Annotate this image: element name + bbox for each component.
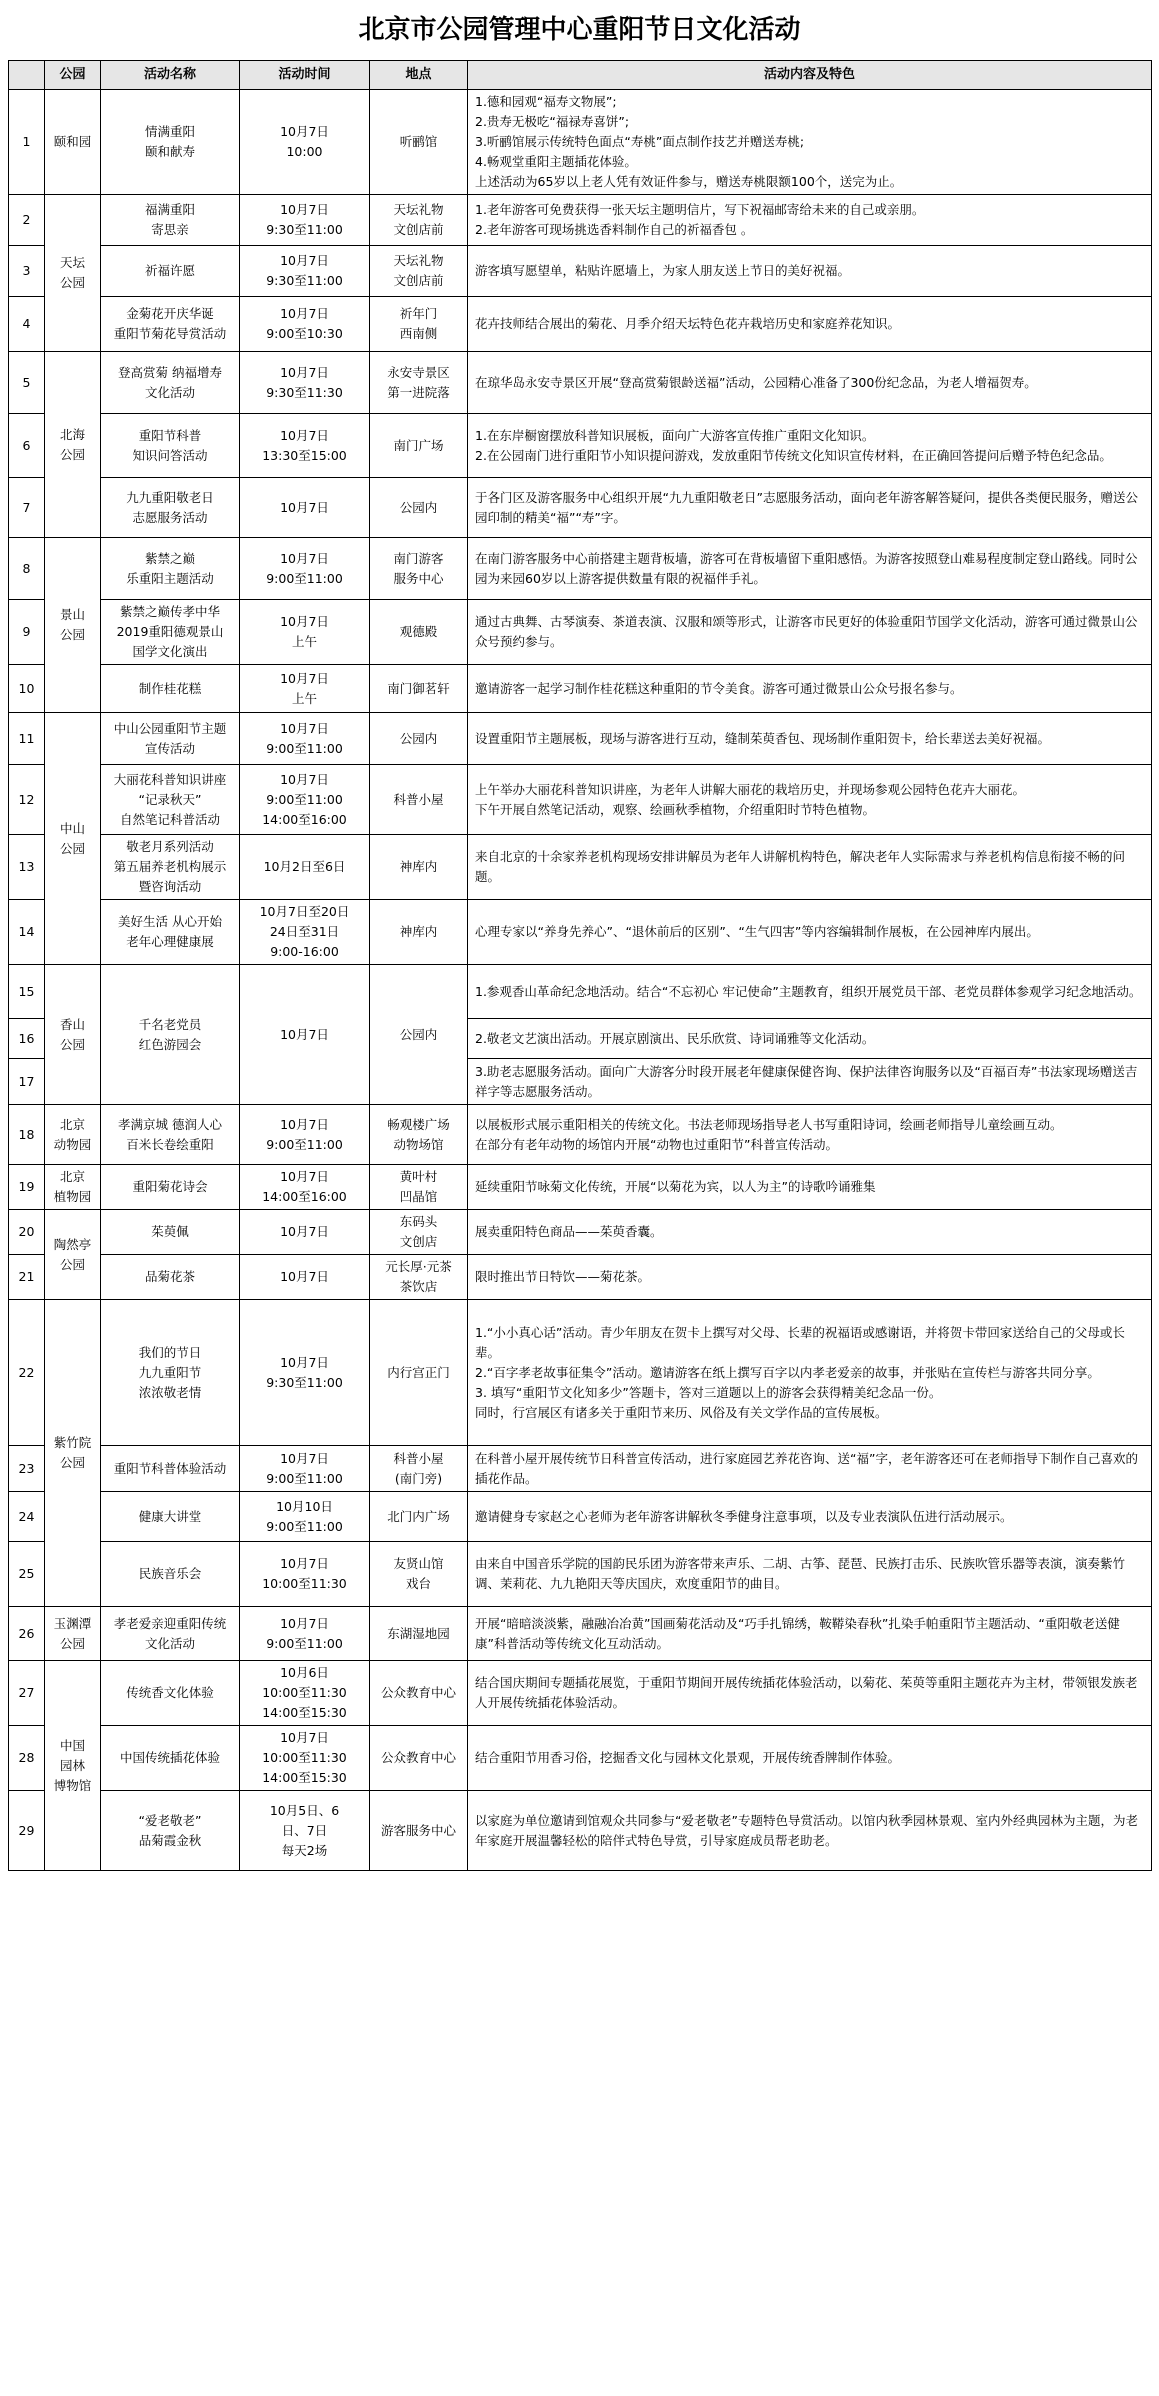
activity-name: 重阳节科普体验活动 bbox=[101, 1446, 240, 1492]
activity-name: 品菊花茶 bbox=[101, 1255, 240, 1300]
activity-content: 限时推出节日特饮——菊花茶。 bbox=[468, 1255, 1152, 1300]
activity-place: 黄叶村 凹晶馆 bbox=[370, 1165, 468, 1210]
table-header-row bbox=[9, 61, 1152, 90]
activity-time: 10月7日 9:00至11:00 bbox=[240, 713, 370, 765]
park-name: 北京 植物园 bbox=[45, 1165, 101, 1210]
table-row bbox=[9, 90, 1152, 195]
row-number: 7 bbox=[9, 478, 45, 538]
table-row bbox=[9, 713, 1152, 765]
activity-content: 游客填写愿望单，粘贴许愿墙上，为家人朋友送上节日的美好祝福。 bbox=[468, 246, 1152, 297]
activity-place: 公园内 bbox=[370, 478, 468, 538]
activity-time: 10月7日 9:30至11:00 bbox=[240, 1300, 370, 1446]
activity-name: 美好生活 从心开始 老年心理健康展 bbox=[101, 900, 240, 965]
activity-place: 公园内 bbox=[370, 965, 468, 1105]
row-number: 17 bbox=[9, 1059, 45, 1105]
row-number: 26 bbox=[9, 1607, 45, 1661]
activity-time: 10月10日 9:00至11:00 bbox=[240, 1492, 370, 1542]
activity-content: 展卖重阳特色商品——茱萸香囊。 bbox=[468, 1210, 1152, 1255]
row-number: 4 bbox=[9, 297, 45, 352]
activity-content: 心理专家以“养身先养心”、“退休前后的区别”、“生气四害”等内容编辑制作展板，在公园神库内展出。 bbox=[468, 900, 1152, 965]
park-name: 陶然亭 公园 bbox=[45, 1210, 101, 1300]
activity-content: 1.参观香山革命纪念地活动。结合“不忘初心 牢记使命”主题教育，组织开展党员干部、老党员群体参观学习纪念地活动。 bbox=[468, 965, 1152, 1019]
table-row bbox=[9, 1791, 1152, 1871]
activity-name: 祈福许愿 bbox=[101, 246, 240, 297]
row-number: 22 bbox=[9, 1300, 45, 1446]
activity-place: 公园内 bbox=[370, 713, 468, 765]
row-number: 25 bbox=[9, 1542, 45, 1607]
activity-content: 在科普小屋开展传统节日科普宣传活动，进行家庭园艺养花咨询、送“福”字，老年游客还可在老师指导下制作自己喜欢的插花作品。 bbox=[468, 1446, 1152, 1492]
table-row bbox=[9, 600, 1152, 665]
activity-time: 10月7日 9:00至10:30 bbox=[240, 297, 370, 352]
activity-name: 大丽花科普知识讲座 “记录秋天” 自然笔记科普活动 bbox=[101, 765, 240, 835]
table-row bbox=[9, 765, 1152, 835]
row-number: 15 bbox=[9, 965, 45, 1019]
activity-name: 中山公园重阳节主题 宣传活动 bbox=[101, 713, 240, 765]
activity-time: 10月7日 9:00至11:00 bbox=[240, 1105, 370, 1165]
activity-time: 10月7日 14:00至16:00 bbox=[240, 1165, 370, 1210]
table-row bbox=[9, 538, 1152, 600]
activity-name: 千名老党员 红色游园会 bbox=[101, 965, 240, 1105]
activity-place: 游客服务中心 bbox=[370, 1791, 468, 1871]
row-number: 28 bbox=[9, 1726, 45, 1791]
activity-place: 南门游客 服务中心 bbox=[370, 538, 468, 600]
activity-time: 10月7日 9:30至11:00 bbox=[240, 195, 370, 246]
table-row bbox=[9, 246, 1152, 297]
row-number: 14 bbox=[9, 900, 45, 965]
activity-name: 中国传统插花体验 bbox=[101, 1726, 240, 1791]
row-number: 29 bbox=[9, 1791, 45, 1871]
activity-name: 九九重阳敬老日 志愿服务活动 bbox=[101, 478, 240, 538]
header-index bbox=[9, 61, 45, 90]
activity-place: 内行宫正门 bbox=[370, 1300, 468, 1446]
activity-time: 10月7日 9:00至11:00 bbox=[240, 538, 370, 600]
table-row bbox=[9, 1165, 1152, 1210]
table-row bbox=[9, 1446, 1152, 1492]
activity-content: 1.“小小真心话”活动。青少年朋友在贺卡上撰写对父母、长辈的祝福语或感谢语，并将贺卡带回家送给自己的父母或长辈。 2.“百字孝老故事征集令”活动。邀请游客在纸上撰写百字以内孝老爱亲的故事，并张贴在宣传栏与游客共同分享。 3. 填写“重阳节文化知多少”答题卡，答对三道题以上的游客会获得精美纪念品一份。 同时，行宫展区有诸多关于重阳节来历、风俗及有关文学作品的宣传展板。 bbox=[468, 1300, 1152, 1446]
activity-name: 健康大讲堂 bbox=[101, 1492, 240, 1542]
row-number: 6 bbox=[9, 414, 45, 478]
table-row bbox=[9, 1300, 1152, 1446]
activity-content: 花卉技师结合展出的菊花、月季介绍天坛特色花卉栽培历史和家庭养花知识。 bbox=[468, 297, 1152, 352]
row-number: 10 bbox=[9, 665, 45, 713]
park-name: 天坛 公园 bbox=[45, 195, 101, 352]
activity-content: 设置重阳节主题展板，现场与游客进行互动，缝制茱萸香包、现场制作重阳贺卡，给长辈送去美好祝福。 bbox=[468, 713, 1152, 765]
row-number: 13 bbox=[9, 835, 45, 900]
activity-place: 祈年门 西南侧 bbox=[370, 297, 468, 352]
row-number: 16 bbox=[9, 1019, 45, 1059]
row-number: 20 bbox=[9, 1210, 45, 1255]
table-row bbox=[9, 414, 1152, 478]
activity-time: 10月7日 bbox=[240, 1255, 370, 1300]
park-name: 北海 公园 bbox=[45, 352, 101, 538]
activity-place: 科普小屋 bbox=[370, 765, 468, 835]
row-number: 9 bbox=[9, 600, 45, 665]
activity-name: 敬老月系列活动 第五届养老机构展示 暨咨询活动 bbox=[101, 835, 240, 900]
table-row bbox=[9, 665, 1152, 713]
park-name: 景山 公园 bbox=[45, 538, 101, 713]
table-row bbox=[9, 1607, 1152, 1661]
activity-content: 于各门区及游客服务中心组织开展“九九重阳敬老日”志愿服务活动，面向老年游客解答疑问，提供各类便民服务，赠送公园印制的精美“福”“寿”字。 bbox=[468, 478, 1152, 538]
activity-time: 10月7日 bbox=[240, 478, 370, 538]
activity-content: 3.助老志愿服务活动。面向广大游客分时段开展老年健康保健咨询、保护法律咨询服务以及“百福百寿”书法家现场赠送吉祥字等志愿服务活动。 bbox=[468, 1059, 1152, 1105]
row-number: 1 bbox=[9, 90, 45, 195]
activity-name: 福满重阳 寄思亲 bbox=[101, 195, 240, 246]
activity-content: 在南门游客服务中心前搭建主题背板墙，游客可在背板墙留下重阳感悟。为游客按照登山难易程度制定登山路线。同时公园为来园60岁以上游客提供数量有限的祝福伴手礼。 bbox=[468, 538, 1152, 600]
activity-place: 神库内 bbox=[370, 900, 468, 965]
row-number: 5 bbox=[9, 352, 45, 414]
activity-name: 传统香文化体验 bbox=[101, 1661, 240, 1726]
activity-time: 10月7日 13:30至15:00 bbox=[240, 414, 370, 478]
header-activity-name: 活动名称 bbox=[101, 61, 240, 90]
header-content: 活动内容及特色 bbox=[468, 61, 1152, 90]
activity-content: 以家庭为单位邀请到馆观众共同参与“爱老敬老”专题特色导赏活动。以馆内秋季园林景观、室内外经典园林为主题，为老年家庭开展温馨轻松的陪伴式特色导赏，引导家庭成员帮老助老。 bbox=[468, 1791, 1152, 1871]
row-number: 11 bbox=[9, 713, 45, 765]
park-name: 北京 动物园 bbox=[45, 1105, 101, 1165]
row-number: 19 bbox=[9, 1165, 45, 1210]
activity-content: 2.敬老文艺演出活动。开展京剧演出、民乐欣赏、诗词诵雅等文化活动。 bbox=[468, 1019, 1152, 1059]
activity-time: 10月7日 9:00至11:00 bbox=[240, 1607, 370, 1661]
activity-content: 1.德和园观“福寿文物展”; 2.贵寿无极吃“福禄寿喜饼”; 3.听鹂馆展示传统特色面点“寿桃”面点制作技艺并赠送寿桃; 4.畅观堂重阳主题插花体验。 上述活动为65岁以上老人凭有效证件参与，赠送寿桃限额100个，送完为止。 bbox=[468, 90, 1152, 195]
activity-place: 东码头 文创店 bbox=[370, 1210, 468, 1255]
activity-name: 重阳节科普 知识问答活动 bbox=[101, 414, 240, 478]
activity-place: 南门御茗轩 bbox=[370, 665, 468, 713]
activity-time: 10月7日 上午 bbox=[240, 600, 370, 665]
activity-name: 情满重阳 颐和献寿 bbox=[101, 90, 240, 195]
row-number: 3 bbox=[9, 246, 45, 297]
activity-time: 10月7日 10:00至11:30 14:00至15:30 bbox=[240, 1726, 370, 1791]
activity-time: 10月2日至6日 bbox=[240, 835, 370, 900]
row-number: 8 bbox=[9, 538, 45, 600]
activity-name: 制作桂花糕 bbox=[101, 665, 240, 713]
activity-place: 听鹂馆 bbox=[370, 90, 468, 195]
activity-time: 10月6日 10:00至11:30 14:00至15:30 bbox=[240, 1661, 370, 1726]
table-row bbox=[9, 835, 1152, 900]
activity-time: 10月7日 bbox=[240, 965, 370, 1105]
activity-name: 茱萸佩 bbox=[101, 1210, 240, 1255]
park-name: 玉渊潭 公园 bbox=[45, 1607, 101, 1661]
activity-content: 通过古典舞、古琴演奏、茶道表演、汉服和颂等形式，让游客市民更好的体验重阳节国学文化活动，游客可通过微景山公众号预约参与。 bbox=[468, 600, 1152, 665]
park-name: 香山 公园 bbox=[45, 965, 101, 1105]
activity-place: 观德殿 bbox=[370, 600, 468, 665]
activity-place: 神库内 bbox=[370, 835, 468, 900]
activity-place: 东湖湿地园 bbox=[370, 1607, 468, 1661]
row-number: 27 bbox=[9, 1661, 45, 1726]
header-activity-time: 活动时间 bbox=[240, 61, 370, 90]
row-number: 24 bbox=[9, 1492, 45, 1542]
header-park: 公园 bbox=[45, 61, 101, 90]
table-row bbox=[9, 478, 1152, 538]
row-number: 18 bbox=[9, 1105, 45, 1165]
activity-content: 结合国庆期间专题插花展览，于重阳节期间开展传统插花体验活动，以菊花、茱萸等重阳主题花卉为主材，带领银发族老人开展传统插花体验活动。 bbox=[468, 1661, 1152, 1726]
activity-content: 以展板形式展示重阳相关的传统文化。书法老师现场指导老人书写重阳诗词，绘画老师指导儿童绘画互动。 在部分有老年动物的场馆内开展“动物也过重阳节”科普宣传活动。 bbox=[468, 1105, 1152, 1165]
activity-time: 10月7日 9:00至11:00 14:00至16:00 bbox=[240, 765, 370, 835]
activity-content: 上午举办大丽花科普知识讲座，为老年人讲解大丽花的栽培历史，并现场参观公园特色花卉大丽花。 下午开展自然笔记活动，观察、绘画秋季植物，介绍重阳时节特色植物。 bbox=[468, 765, 1152, 835]
header-place: 地点 bbox=[370, 61, 468, 90]
row-number: 12 bbox=[9, 765, 45, 835]
activity-content: 1.在东岸橱窗摆放科普知识展板，面向广大游客宣传推广重阳文化知识。 2.在公园南门进行重阳节小知识提问游戏，发放重阳节传统文化知识宣传材料，在正确回答提问后赠予特色纪念品。 bbox=[468, 414, 1152, 478]
activity-content: 邀请健身专家赵之心老师为老年游客讲解秋冬季健身注意事项，以及专业表演队伍进行活动展示。 bbox=[468, 1492, 1152, 1542]
activity-place: 南门广场 bbox=[370, 414, 468, 478]
activity-content: 来自北京的十余家养老机构现场安排讲解员为老年人讲解机构特色，解决老年人实际需求与养老机构信息衔接不畅的问题。 bbox=[468, 835, 1152, 900]
activity-content: 延续重阳节咏菊文化传统，开展“以菊花为宾，以人为主”的诗歌吟诵雅集 bbox=[468, 1165, 1152, 1210]
table-row bbox=[9, 1492, 1152, 1542]
activity-content: 开展“暗暗淡淡紫，融融冶冶黄”国画菊花活动及“巧手扎锦绣，鞍鞯染春秋”扎染手帕重阳节主题活动、“重阳敬老送健康”科普活动等传统文化互动活动。 bbox=[468, 1607, 1152, 1661]
activity-content: 在琼华岛永安寺景区开展“登高赏菊银龄送福”活动，公园精心准备了300份纪念品，为老人增福贺寿。 bbox=[468, 352, 1152, 414]
activity-name: 孝满京城 德润人心 百米长卷绘重阳 bbox=[101, 1105, 240, 1165]
row-number: 21 bbox=[9, 1255, 45, 1300]
park-name: 紫竹院 公园 bbox=[45, 1300, 101, 1607]
table-row bbox=[9, 965, 1152, 1019]
activity-time: 10月7日 10:00至11:30 bbox=[240, 1542, 370, 1607]
activities-table bbox=[8, 60, 1152, 1871]
activity-name: “爱老敬老” 品菊霞金秋 bbox=[101, 1791, 240, 1871]
park-name: 中国 园林 博物馆 bbox=[45, 1661, 101, 1871]
table-row bbox=[9, 1542, 1152, 1607]
activity-time: 10月7日 9:30至11:00 bbox=[240, 246, 370, 297]
activity-place: 天坛礼物 文创店前 bbox=[370, 246, 468, 297]
row-number: 23 bbox=[9, 1446, 45, 1492]
table-row bbox=[9, 195, 1152, 246]
activity-place: 畅观楼广场 动物场馆 bbox=[370, 1105, 468, 1165]
activity-time: 10月7日至20日 24日至31日 9:00-16:00 bbox=[240, 900, 370, 965]
activity-place: 永安寺景区 第一进院落 bbox=[370, 352, 468, 414]
activity-name: 民族音乐会 bbox=[101, 1542, 240, 1607]
activity-place: 北门内广场 bbox=[370, 1492, 468, 1542]
activity-name: 孝老爱亲迎重阳传统 文化活动 bbox=[101, 1607, 240, 1661]
activity-name: 紫禁之巅 乐重阳主题活动 bbox=[101, 538, 240, 600]
table-row bbox=[9, 1105, 1152, 1165]
activity-name: 重阳菊花诗会 bbox=[101, 1165, 240, 1210]
table-row bbox=[9, 352, 1152, 414]
table-row bbox=[9, 1661, 1152, 1726]
activity-time: 10月7日 9:30至11:30 bbox=[240, 352, 370, 414]
activity-time: 10月5日、6 日、7日 每天2场 bbox=[240, 1791, 370, 1871]
activity-time: 10月7日 bbox=[240, 1210, 370, 1255]
activity-place: 友贤山馆 戏台 bbox=[370, 1542, 468, 1607]
activity-place: 元长厚·元茶 茶饮店 bbox=[370, 1255, 468, 1300]
activity-name: 金菊花开庆华诞 重阳节菊花导赏活动 bbox=[101, 297, 240, 352]
activity-content: 由来自中国音乐学院的国韵民乐团为游客带来声乐、二胡、古筝、琵琶、民族打击乐、民族吹管乐器等表演，演奏紫竹调、茉莉花、九九艳阳天等庆国庆，欢度重阳节的曲目。 bbox=[468, 1542, 1152, 1607]
table-row bbox=[9, 1210, 1152, 1255]
activity-place: 公众教育中心 bbox=[370, 1661, 468, 1726]
park-name: 中山 公园 bbox=[45, 713, 101, 965]
activity-content: 邀请游客一起学习制作桂花糕这种重阳的节令美食。游客可通过微景山公众号报名参与。 bbox=[468, 665, 1152, 713]
activity-name: 我们的节日 九九重阳节 浓浓敬老情 bbox=[101, 1300, 240, 1446]
activity-content: 结合重阳节用香习俗，挖掘香文化与园林文化景观，开展传统香牌制作体验。 bbox=[468, 1726, 1152, 1791]
park-name: 颐和园 bbox=[45, 90, 101, 195]
activity-time: 10月7日 9:00至11:00 bbox=[240, 1446, 370, 1492]
activity-place: 科普小屋 (南门旁) bbox=[370, 1446, 468, 1492]
activity-name: 紫禁之巅传孝中华 2019重阳德观景山 国学文化演出 bbox=[101, 600, 240, 665]
table-row bbox=[9, 1726, 1152, 1791]
activity-name: 登高赏菊 纳福增寿 文化活动 bbox=[101, 352, 240, 414]
activity-place: 公众教育中心 bbox=[370, 1726, 468, 1791]
table-row bbox=[9, 297, 1152, 352]
table-row bbox=[9, 900, 1152, 965]
activity-content: 1.老年游客可免费获得一张天坛主题明信片，写下祝福邮寄给未来的自己或亲朋。 2.老年游客可现场挑选香料制作自己的祈福香包 。 bbox=[468, 195, 1152, 246]
activity-time: 10月7日 上午 bbox=[240, 665, 370, 713]
page-title: 北京市公园管理中心重阳节日文化活动 bbox=[358, 15, 801, 45]
row-number: 2 bbox=[9, 195, 45, 246]
activity-time: 10月7日 10:00 bbox=[240, 90, 370, 195]
table-row bbox=[9, 1255, 1152, 1300]
activity-place: 天坛礼物 文创店前 bbox=[370, 195, 468, 246]
